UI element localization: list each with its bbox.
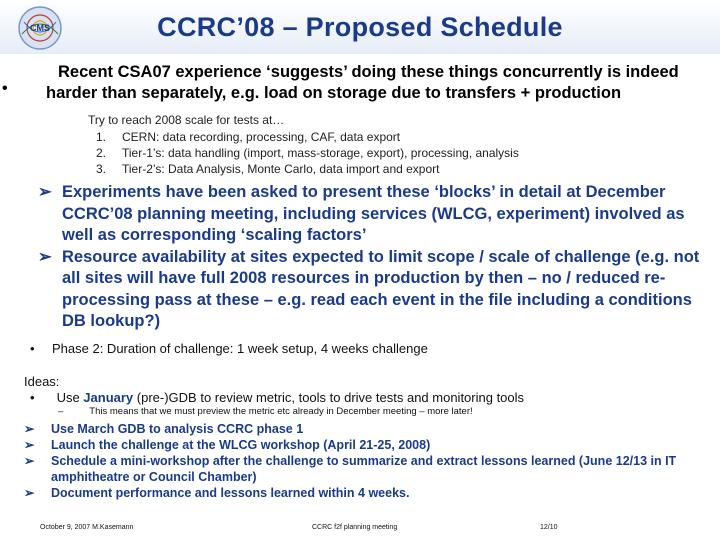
footer-page-number: 12/10 <box>540 524 558 531</box>
slide-header <box>0 0 720 54</box>
phase2-bullet <box>30 341 428 356</box>
phase1-list <box>96 129 519 177</box>
ideas-subitem: – This means that we must preview the metric etc already in December meeting – more later! <box>58 406 473 417</box>
callout-line-2: harder than separately, e.g. load on storage due to transfers + production <box>46 84 622 102</box>
list-item: ➢ Schedule a mini-workshop after the challenge to summarize and extract lessons learned (June 12/13 in IT amphitheatre or Council Chamber) <box>24 454 677 484</box>
svg-text:CMS: CMS <box>30 23 50 33</box>
bullet-icon: • <box>30 341 35 356</box>
arrow-bullet-icon: ➢ <box>24 486 35 500</box>
footer-meeting: CCRC f2f planning meeting <box>312 524 398 531</box>
arrow-bullet-icon: ➢ <box>38 247 52 266</box>
bullet-icon: • <box>30 390 35 405</box>
dash-icon: – <box>58 406 64 417</box>
arrow-bullet-icon: ➢ <box>24 438 35 452</box>
list-item: 2. Tier-1’s: data handling (import, mass-storage, export), processing, analysis <box>96 146 519 160</box>
list-item: ➢ Use March GDB to analysis CCRC phase 1 <box>24 422 304 436</box>
list-item: ➢ Resource availability at sites expected to limit scope / scale of challenge (e.g. not all sites will have full 2008 resources in production by then – no / reduced re-processing pass at these – e.g. read each event in the file including a conditions DB lookup?) <box>38 247 700 330</box>
ideas-heading: Ideas: <box>24 374 60 389</box>
list-item: ➢ Experiments have been asked to present these ‘blocks’ in detail at December CCRC’08 planning meeting, including services (WLCG, experiment) involved as well as corresponding ‘scaling factors’ <box>38 183 685 244</box>
experiment-bullets <box>38 182 718 333</box>
list-item: ➢ Launch the challenge at the WLCG workshop (April 21-25, 2008) <box>24 438 431 452</box>
january-highlight: January <box>83 390 134 405</box>
arrow-bullet-icon: ➢ <box>24 422 35 436</box>
footer-date-author: October 9, 2007 M.Kasemann <box>40 524 134 531</box>
callout-bullet: • <box>2 80 8 97</box>
ideas-bullet: • Use January (pre-)GDB to review metric, tools to drive tests and monitoring tools <box>30 390 525 405</box>
slide-title: CCRC’08 – Proposed Schedule <box>157 12 563 42</box>
list-item: ➢ Document performance and lessons learned within 4 weeks. <box>24 486 410 500</box>
callout-line-1: Recent CSA07 experience ‘suggests’ doing these things concurrently is indeed <box>58 63 679 81</box>
phase1-intro: Try to reach 2008 scale for tests at… <box>88 113 285 127</box>
action-list <box>24 421 714 501</box>
callout-note <box>2 62 704 104</box>
list-item: 3. Tier-2’s: Data Analysis, Monte Carlo, data import and export <box>96 162 440 176</box>
arrow-bullet-icon: ➢ <box>38 183 52 201</box>
arrow-bullet-icon: ➢ <box>24 454 35 468</box>
list-item: 1. CERN: data recording, processing, CAF, data export <box>96 130 401 144</box>
phase2-text: Phase 2: Duration of challenge: 1 week setup, 4 weeks challenge <box>52 341 428 356</box>
